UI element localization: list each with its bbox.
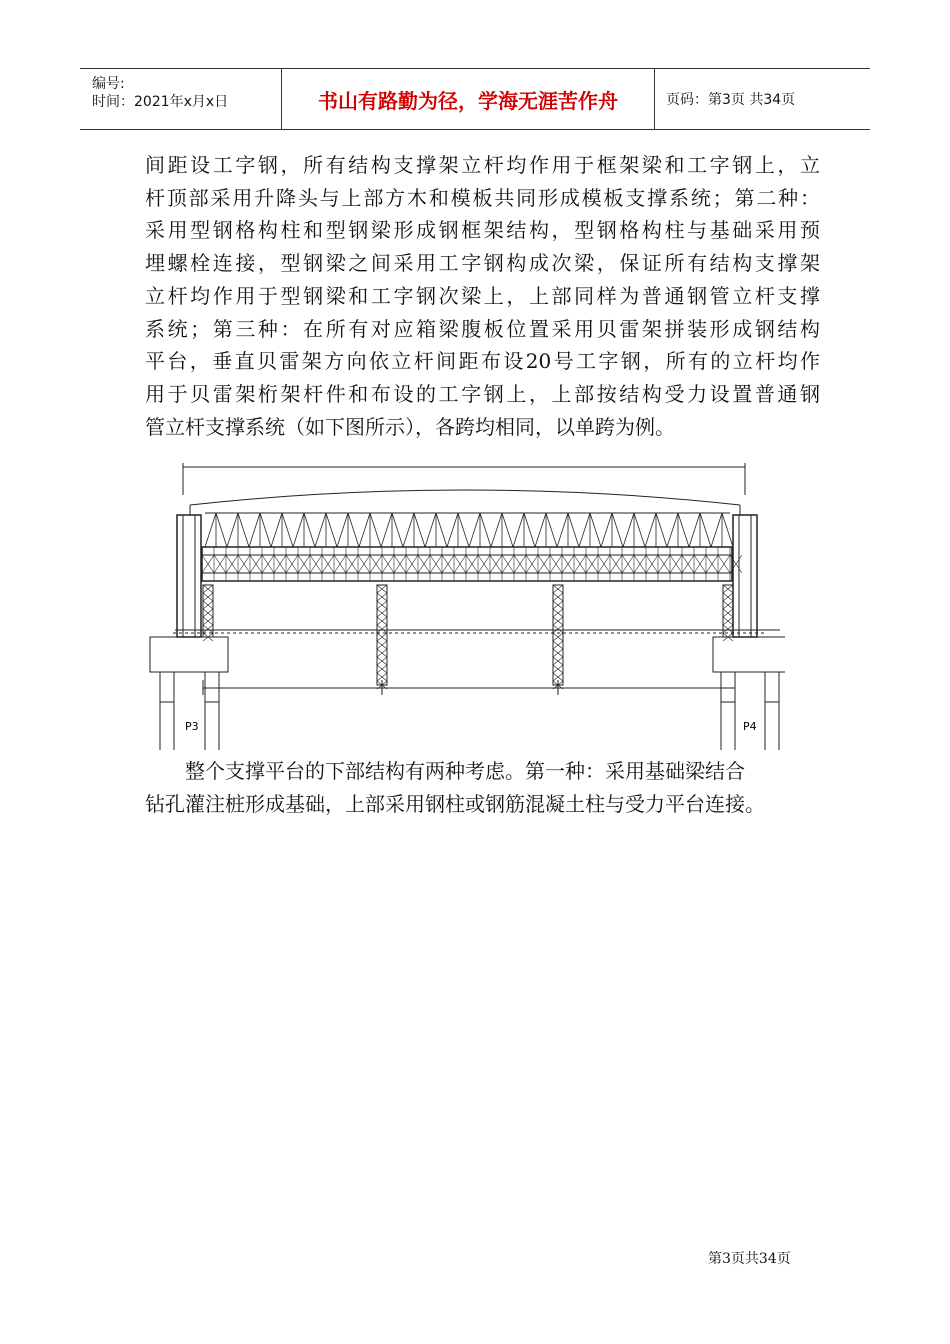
drawing-stroke [425,513,436,547]
drawing-stroke [227,513,238,547]
drawing-stroke [238,513,249,547]
header-page-cell [660,69,870,129]
drawing-stroke [656,513,667,547]
drawing-stroke [359,513,370,547]
drawing-stroke [535,513,546,547]
drawing-stroke [480,513,491,547]
drawing-stroke [414,513,425,547]
drawing-stroke [491,513,502,547]
paragraph-line: 杆顶部采用升降头与上部方木和模板共同形成模板支撑系统；第二种： [145,185,820,210]
drawing-stroke [623,513,634,547]
page-header [80,68,870,130]
drawing-stroke [337,513,348,547]
drawing-stroke [326,513,337,547]
drawing-stroke [590,513,601,547]
drawing-stroke [634,513,645,547]
paragraph-line: 管立杆支撑系统（如下图所示），各跨均相同，以单跨为例。 [145,414,675,439]
drawing-stroke [502,513,513,547]
pier-left-label: P3 [185,720,199,733]
paragraph-line: 整个支撑平台的下部结构有两种考虑。第一种：采用基础梁结合 [185,759,745,783]
drawing-stroke [678,513,689,547]
paragraph-2 [145,755,820,820]
paragraph-line: 采用型钢格构柱和型钢梁形成钢框架结构，型钢格构柱与基础采用预 [145,218,820,243]
drawing-stroke [546,513,557,547]
bailey-truss-platform-drawing [145,455,785,750]
drawing-stroke [612,513,623,547]
drawing-stroke [216,513,227,547]
drawing-stroke [304,513,315,547]
paragraph-line: 用于贝雷架桁架杆件和布设的工字钢上，上部按结构受力设置普通钢 [145,381,820,406]
paragraph-line: 平台，垂直贝雷架方向依立杆间距布设20号工字钢，所有的立杆均作 [145,349,820,374]
drawing-stroke [513,513,524,547]
page-footer: 第3页共34页 [708,1251,791,1267]
doc-time-label: 时间：2021年x月x日 [92,94,229,110]
drawing-stroke [645,513,656,547]
drawing-stroke [667,513,678,547]
drawing-stroke [700,513,711,547]
drawing-stroke [568,513,579,547]
drawing-stroke [601,513,612,547]
drawing-stroke [282,513,293,547]
drawing-stroke [348,513,359,547]
drawing-stroke [370,513,381,547]
header-motto-cell [281,69,655,129]
doc-number-label: 编号: [92,76,125,92]
drawing-stroke [403,513,414,547]
header-page-label: 页码：第3页 共34页 [666,92,796,108]
drawing-stroke [260,513,271,547]
drawing-stroke [447,513,458,547]
drawing-stroke [271,513,282,547]
paragraph-line: 埋螺栓连接，型钢梁之间采用工字钢构成次梁，保证所有结构支撑架 [145,251,820,276]
paragraph-line: 系统；第三种：在所有对应箱梁腹板位置采用贝雷架拼装形成钢结构 [145,316,820,341]
pier-right-label: P4 [743,720,757,733]
paragraph-line: 钻孔灌注桩形成基础，上部采用钢柱或钢筋混凝土柱与受力平台连接。 [145,791,765,816]
drawing-stroke [469,513,480,547]
drawing-stroke [711,513,722,547]
paragraph-line: 间距设工字钢，所有结构支撑架立杆均作用于框架梁和工字钢上，立 [145,153,820,177]
drawing-stroke [392,513,403,547]
drawing-stroke [381,513,392,547]
drawing-stroke [722,513,733,547]
drawing-stroke [293,513,304,547]
header-meta [80,69,280,129]
drawing-stroke [579,513,590,547]
drawing-stroke [315,513,326,547]
paragraph-line: 立杆均作用于型钢梁和工字钢次梁上，上部同样为普通钢管立杆支撑 [145,283,820,308]
drawing-stroke [689,513,700,547]
drawing-stroke [524,513,535,547]
drawing-stroke [557,513,568,547]
drawing-stroke [436,513,447,547]
header-motto: 书山有路勤为径，学海无涯苦作舟 [318,88,618,113]
drawing-stroke [205,513,216,547]
paragraph-1 [145,149,820,443]
drawing-stroke [249,513,260,547]
drawing-stroke [458,513,469,547]
